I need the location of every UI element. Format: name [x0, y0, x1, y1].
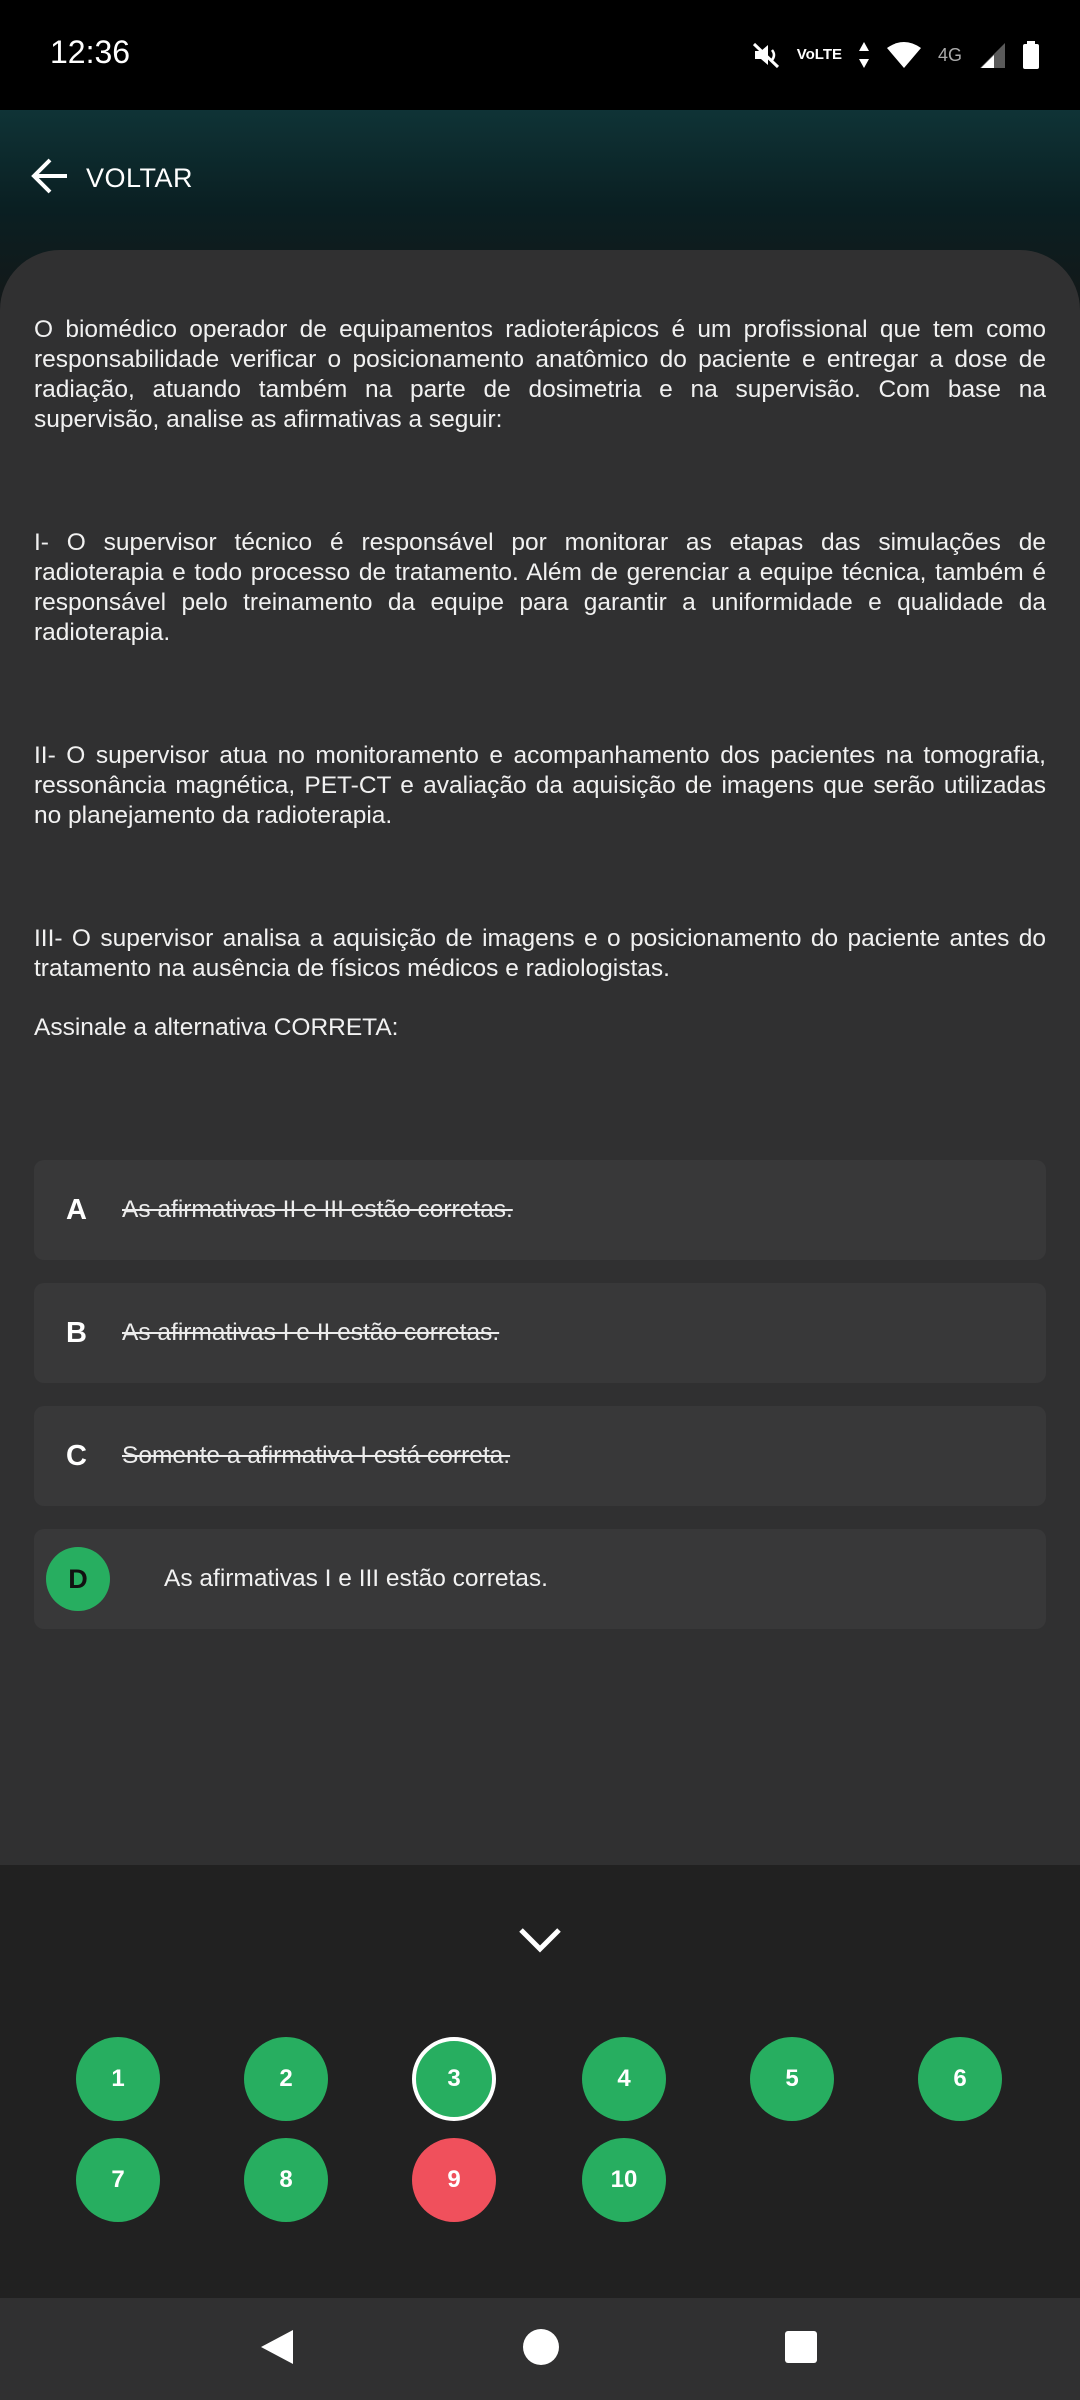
nav-home-button[interactable]	[516, 2324, 566, 2374]
question-card	[0, 250, 1080, 1870]
option-selected-badge: D	[46, 1547, 110, 1611]
option-letter: A	[66, 1194, 87, 1226]
option-letter: C	[66, 1440, 87, 1472]
question-navigator	[0, 1865, 1080, 2298]
data-arrows-icon	[858, 40, 870, 70]
question-number-10[interactable]: 10	[582, 2138, 666, 2222]
arrow-left-icon	[30, 156, 70, 201]
status-time: 12:36	[50, 34, 131, 70]
option-c[interactable]	[34, 1406, 1046, 1506]
question-prompt: Assinale a alternativa CORRETA:	[34, 1014, 399, 1041]
option-text: As afirmativas I e III estão corretas.	[164, 1565, 548, 1592]
volte-indicator	[797, 47, 842, 63]
nav-back-button[interactable]	[252, 2324, 302, 2374]
option-text: Somente a afirmativa I está correta.	[122, 1442, 511, 1469]
triangle-back-icon	[257, 2327, 297, 2372]
circle-home-icon	[521, 2327, 561, 2372]
option-d[interactable]	[34, 1529, 1046, 1629]
back-button[interactable]	[30, 150, 193, 206]
collapse-button[interactable]	[500, 1917, 580, 1967]
square-recents-icon	[781, 2327, 821, 2372]
status-icons	[751, 30, 1040, 80]
statement-1: I- O supervisor técnico é responsável por monitorar as etapas das simulações de radioterapia e todo processo de tratamento. Além de gerenciar a equipe técnica, também é responsável pelo treinamento da equipe para garantir a uniformidade e qualidade da radioterapia.	[34, 529, 1046, 646]
system-nav-bar	[0, 2298, 1080, 2400]
question-number-2[interactable]: 2	[244, 2037, 328, 2121]
option-letter: B	[66, 1317, 87, 1349]
battery-icon	[1022, 40, 1040, 70]
question-number-6[interactable]: 6	[918, 2037, 1002, 2121]
option-a[interactable]	[34, 1160, 1046, 1260]
chevron-down-icon	[518, 1926, 562, 1959]
question-number-5[interactable]: 5	[750, 2037, 834, 2121]
signal-icon	[978, 41, 1006, 69]
network-type: 4G	[937, 44, 962, 65]
question-number-8[interactable]: 8	[244, 2138, 328, 2222]
question-number-4[interactable]: 4	[582, 2037, 666, 2121]
statement-3: III- O supervisor analisa a aquisição de imagens e o posicionamento do paciente antes do tratamento na ausência de físicos médicos e radiologistas.	[34, 925, 1046, 982]
question-number-1[interactable]: 1	[76, 2037, 160, 2121]
option-text: As afirmativas II e III estão corretas.	[122, 1196, 513, 1223]
lte-label: LTE	[814, 46, 842, 63]
statement-2: II- O supervisor atua no monitoramento e acompanhamento dos pacientes na tomografia, ressonância magnética, PET-CT e avaliação da aquisição de imagens que serão utilizadas no planejamento da radioterapia.	[34, 742, 1046, 829]
status-bar	[0, 0, 1080, 110]
question-number-7[interactable]: 7	[76, 2138, 160, 2222]
question-number-9[interactable]: 9	[412, 2138, 496, 2222]
nav-recents-button[interactable]	[776, 2324, 826, 2374]
wifi-icon	[886, 40, 922, 70]
option-text: As afirmativas I e II estão corretas.	[122, 1319, 500, 1346]
option-b[interactable]	[34, 1283, 1046, 1383]
question-intro: O biomédico operador de equipamentos radioterápicos é um profissional que tem como responsabilidade verificar o posicionamento anatômico do paciente e entregar a dose de radiação, atuando também na parte de dosimetria e na supervisão. Com base na supervisão, analise as afirmativas a seguir:	[34, 316, 1046, 433]
mute-icon	[751, 40, 781, 70]
question-number-3[interactable]: 3	[412, 2037, 496, 2121]
back-label: VOLTAR	[86, 162, 194, 193]
vo-label: Vo	[796, 46, 815, 63]
